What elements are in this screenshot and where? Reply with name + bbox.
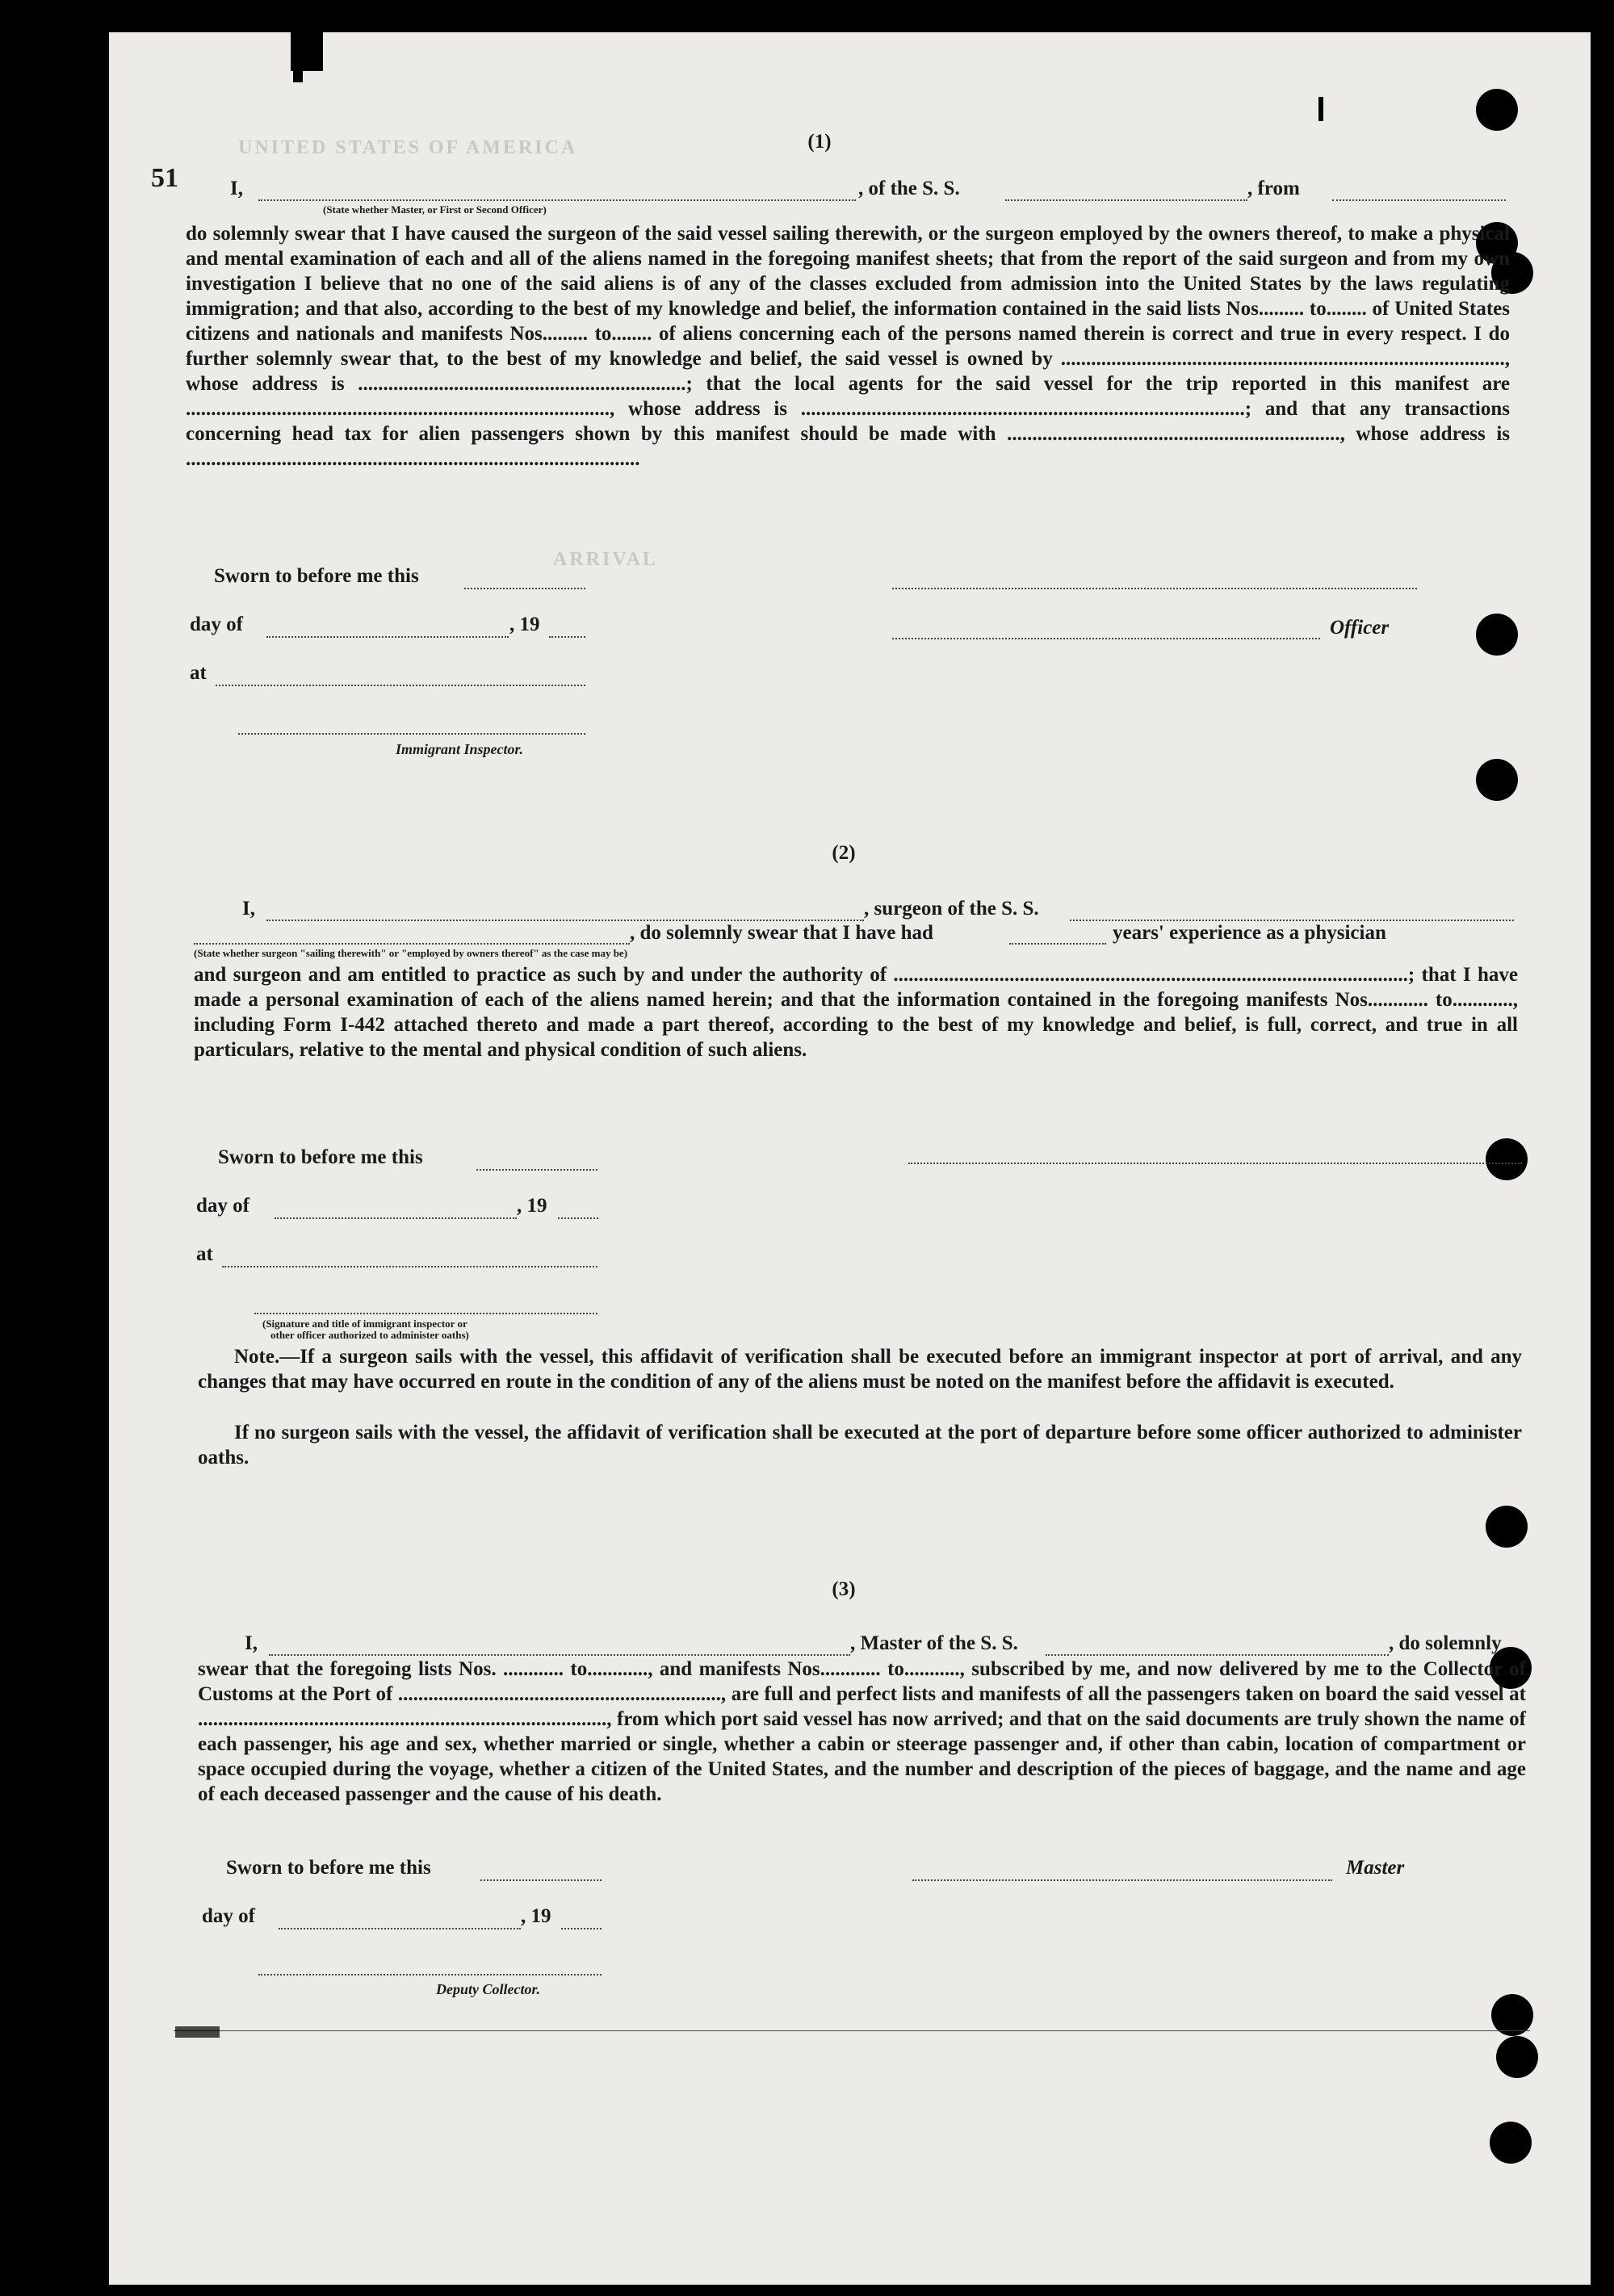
- punch-hole: [1476, 89, 1518, 131]
- form-page: [109, 32, 1591, 2285]
- ink-speck: [291, 32, 323, 71]
- section-3-year-blank[interactable]: [561, 1928, 602, 1929]
- bleed-through-text: UNITED STATES OF AMERICA: [238, 137, 578, 158]
- section-2-note: [198, 1344, 1522, 1394]
- section-1-sworn-blank[interactable]: [464, 588, 585, 589]
- section-2-year-blank[interactable]: [558, 1217, 598, 1219]
- section-3-ship-label: , Master of the S. S.: [850, 1632, 1018, 1654]
- immigrant-inspector-label: Immigrant Inspector.: [396, 741, 524, 757]
- master-label: Master: [1346, 1857, 1405, 1879]
- section-3-solemnly-label: , do solemnly: [1389, 1632, 1502, 1654]
- punch-hole: [1486, 1506, 1528, 1548]
- ink-speck: [1318, 97, 1323, 121]
- section-2-sworn-label: Sworn to before me this: [218, 1146, 423, 1168]
- section-2-signer-caption-2: other officer authorized to administer oaths): [270, 1329, 469, 1341]
- section-3-day-blank[interactable]: [279, 1928, 521, 1929]
- rank-caption: (State whether Master, or First or Second Officer): [323, 203, 547, 216]
- section-2-year-label: , 19: [517, 1195, 547, 1217]
- note-text-1: —If a surgeon sails with the vessel, this affidavit of verification shall be executed before an immigrant inspector at port of arrival, and any changes that may have occurred en route in the condition of any of the aliens must be noted on the manifest before the affidavit is executed.: [198, 1346, 1522, 1393]
- section-2-note-2: If no surgeon sails with the vessel, the affidavit of verification shall be executed at the port of departure before some officer authorized to administer oaths.: [198, 1422, 1522, 1469]
- punch-hole: [1496, 2036, 1538, 2078]
- note-label: Note.: [234, 1346, 280, 1368]
- punch-hole: [1476, 614, 1518, 656]
- section-3-heading: (3): [832, 1578, 856, 1600]
- section-2-body: and surgeon and am entitled to practice as such by and under the authority of ......................................................................................................; that I have made a personal examination of each of the aliens named herein; and that the information contained in the foregoing manifests Nos............ to............, including Form I-442 attached thereto and made a part thereof, according to the best of my knowledge and belief, is full, correct, and true in all particulars, relative to the mental and physical condition of such aliens.: [194, 964, 1518, 1061]
- bleed-through-text: ARRIVAL: [553, 549, 658, 570]
- bottom-rule: [174, 2030, 1530, 2031]
- inspector-signature-blank[interactable]: [238, 733, 585, 735]
- margin-mark: [36, 1772, 40, 1792]
- section-1-body: do solemnly swear that I have caused the surgeon of the said vessel sailing therewith, or the surgeon employed by the owners thereof, to make a physical and mental examination of each and all of the aliens named in the foregoing manifest sheets; that from the report of the said surgeon and from my own investigation I believe that no one of the said aliens is of any of the classes excluded from admission into the United States by the laws regulating immigration; and that also, according to the best of my knowledge and belief, the information contained in the said lists Nos......... to........ of United States citizens and nationals and manifests Nos......... to........ of aliens concerning each of the persons named therein is correct and true in every respect. I do further solemnly swear that, to the best of my knowledge and belief, the said vessel is owned by ........................................................................................, whose address is .................................................................; that the local agents for the said vessel for the trip reported in this manifest are ...................................................................................., whose address is ........................................................................................; and that any transactions concerning head tax for alien passengers shown by this manifest should be made with .................................................................., whose address is ..........................................................................................: [186, 223, 1510, 470]
- section-3-sworn-blank[interactable]: [480, 1879, 602, 1881]
- section-3-day-label: day of: [202, 1905, 255, 1927]
- from-label: , from: [1247, 178, 1300, 199]
- section-1-first-line: I,: [230, 178, 243, 199]
- section-1-year-label: , 19: [509, 614, 540, 635]
- surgeon-capacity-blank[interactable]: [194, 943, 630, 945]
- ink-smudge: [175, 2026, 220, 2038]
- surgeon-capacity-caption: (State whether surgeon "sailing therewith" or "employed by owners thereof" as the case may be): [194, 947, 628, 959]
- section-2-day-blank[interactable]: [275, 1217, 517, 1219]
- ship-label: , of the S. S.: [858, 178, 960, 199]
- margin-mark: [36, 1808, 40, 1825]
- section-3-year-label: , 19: [521, 1905, 551, 1927]
- officer-label: Officer: [1330, 617, 1390, 639]
- punch-hole: [1476, 759, 1518, 801]
- section-1-heading: (1): [807, 131, 832, 153]
- section-2-sworn-blank[interactable]: [476, 1169, 597, 1171]
- section-1-year-blank[interactable]: [549, 636, 585, 638]
- margin-mark: [39, 1881, 42, 1954]
- section-3-ship-blank[interactable]: [1046, 1654, 1389, 1656]
- section-2-at-label: at: [196, 1243, 213, 1265]
- section-3-body: swear that the foregoing lists Nos. ............ to............, and manifests Nos............ to..........., subscribed by me, and now delivered by me to the Collector of Customs at the Port of ................................................................, are full and perfect lists and manifests of all the passengers taken on board the said vessel at ................................................................................., from which port said vessel has now arrived; and that on the said documents are truly shown the name of each passenger, his age and sex, whether married or single, whether a cabin or steerage passenger and, if other than cabin, location of compartment or space occupied during the voyage, whether a citizen of the United States, and the number and description of the pieces of baggage, and the name and age of each deceased passenger and the cause of his death.: [198, 1658, 1526, 1805]
- surgeon-ship-label: , surgeon of the S. S.: [864, 898, 1039, 920]
- section-1-at-blank[interactable]: [216, 685, 585, 686]
- section-2-inspector-signature-blank[interactable]: [254, 1313, 597, 1314]
- section-1-day-blank[interactable]: [266, 636, 509, 638]
- from-port-blank[interactable]: [1332, 199, 1506, 201]
- deputy-collector-signature-blank[interactable]: [258, 1974, 602, 1975]
- ink-speck: [293, 71, 303, 82]
- margin-page-number: 51: [151, 163, 178, 193]
- ship-name-blank[interactable]: [1005, 199, 1247, 201]
- section-1-sworn-label: Sworn to before me this: [214, 565, 419, 587]
- section-2-day-label: day of: [196, 1195, 249, 1217]
- section-2-heading: (2): [832, 842, 856, 864]
- section-1-day-label: day of: [190, 614, 243, 635]
- master-signature-blank[interactable]: [912, 1879, 1332, 1881]
- years-experience-blank[interactable]: [1009, 943, 1106, 945]
- section-2-at-blank[interactable]: [222, 1266, 597, 1267]
- master-name-blank[interactable]: [258, 199, 856, 201]
- section-2-signature-blank[interactable]: [908, 1163, 1522, 1164]
- surgeon-swear-text: , do solemnly swear that I have had: [630, 922, 933, 944]
- section-3-master-name-blank[interactable]: [269, 1654, 850, 1656]
- section-1-signature-blank-upper[interactable]: [892, 588, 1417, 589]
- section-2-signer-caption-1: (Signature and title of immigrant inspector or: [262, 1318, 467, 1330]
- section-3-sworn-label: Sworn to before me this: [226, 1857, 431, 1879]
- section-3-first-line: I,: [245, 1632, 258, 1654]
- years-experience-text: years' experience as a physician: [1113, 922, 1386, 944]
- section-1-at-label: at: [190, 662, 207, 684]
- officer-signature-blank[interactable]: [892, 638, 1320, 639]
- section-2-first-line: I,: [242, 898, 255, 920]
- punch-hole: [1490, 2122, 1532, 2164]
- deputy-collector-label: Deputy Collector.: [436, 1981, 540, 1997]
- punch-hole: [1486, 1138, 1528, 1180]
